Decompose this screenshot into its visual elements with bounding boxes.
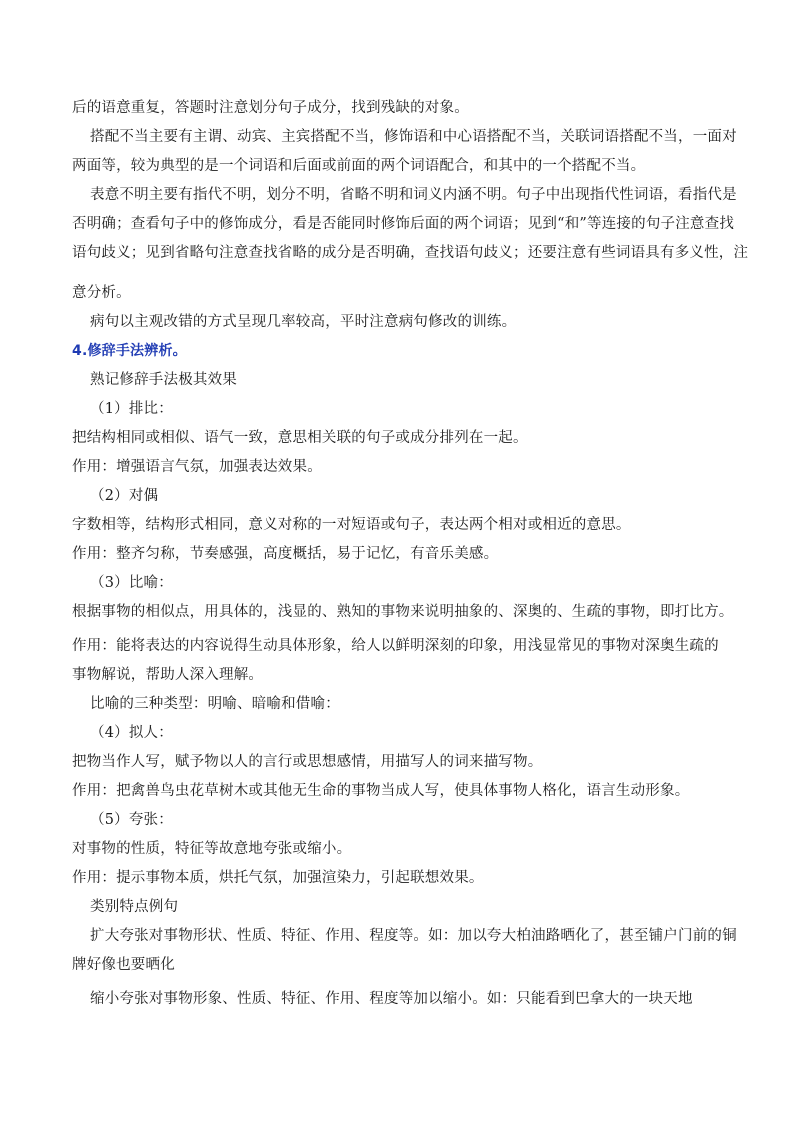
paragraph-line: 把结构相同或相似、语气一致，意思相关联的句子或成分排列在一起。 xyxy=(72,430,528,446)
paragraph-line: 扩大夸张对事物形状、性质、特征、作用、程度等。如：加以夸大柏油路晒化了，甚至铺户门前的铜 xyxy=(90,928,737,944)
section-heading: 4.修辞手法辨析。 xyxy=(72,343,187,359)
paragraph-line: 根据事物的相似点，用具体的，浅显的、熟知的事物来说明抽象的、深奥的、生疏的事物，即打比方。 xyxy=(72,604,734,620)
subheading-line: （5）夸张： xyxy=(90,812,173,828)
paragraph-line: 语句歧义；见到省略句注意查找省略的成分是否明确，查找语句歧义；还要注意有些词语具有多义性，注 xyxy=(72,245,749,261)
paragraph-line: 作用：能将表达的内容说得生动具体形象，给人以鲜明深刻的印象，用浅显常见的事物对深奥生疏的 xyxy=(72,638,719,654)
paragraph-line: 两面等，较为典型的是一个词语和后面或前面的两个词语配合，和其中的一个搭配不当。 xyxy=(72,158,646,174)
paragraph-line: 作用：整齐匀称，节奏感强，高度概括，易于记忆，有音乐美感。 xyxy=(72,546,499,562)
paragraph-line: 比喻的三种类型：明喻、暗喻和借喻： xyxy=(90,696,340,712)
paragraph-line: 后的语意重复，答题时注意划分句子成分，找到残缺的对象。 xyxy=(72,100,469,116)
subheading-line: （1）排比： xyxy=(90,401,173,417)
subheading-line: （3）比喻： xyxy=(90,575,173,591)
paragraph-line: 类别特点例句 xyxy=(90,899,179,915)
paragraph-line: 牌好像也要晒化 xyxy=(72,957,175,973)
paragraph-line: 作用：增强语言气氛，加强表达效果。 xyxy=(72,459,322,475)
paragraph-line: 表意不明主要有指代不明，划分不明，省略不明和词义内涵不明。句子中出现指代性词语，看指代是 xyxy=(90,187,737,203)
paragraph-line: 作用：把禽兽鸟虫花草树木或其他无生命的事物当成人写，使具体事物人格化，语言生动形象。 xyxy=(72,783,690,799)
paragraph-line: 事物解说，帮助人深入理解。 xyxy=(72,667,264,683)
paragraph-line: 意分析。 xyxy=(72,285,131,301)
paragraph-line: 病句以主观改错的方式呈现几率较高，平时注意病句修改的训练。 xyxy=(90,314,517,330)
subheading-line: （2）对偶 xyxy=(90,488,159,504)
paragraph-line: 缩小夸张对事物形象、性质、特征、作用、程度等加以缩小。如：只能看到巴拿大的一块天地 xyxy=(90,991,693,1007)
paragraph-line: 对事物的性质，特征等故意地夸张或缩小。 xyxy=(72,841,352,857)
paragraph-line: 作用：提示事物本质，烘托气氛，加强渲染力，引起联想效果。 xyxy=(72,870,484,886)
paragraph-line: 字数相等，结构形式相同，意义对称的一对短语或句子，表达两个相对或相近的意思。 xyxy=(72,517,631,533)
paragraph-line: 把物当作人写，赋予物以人的言行或思想感情，用描写人的词来描写物。 xyxy=(72,754,543,770)
paragraph-line: 否明确；查看句子中的修饰成分，看是否能同时修饰后面的两个词语；见到“和”等连接的句子注意查找 xyxy=(72,216,735,232)
paragraph-line: 搭配不当主要有主谓、动宾、主宾搭配不当，修饰语和中心语搭配不当，关联词语搭配不当，一面对 xyxy=(90,129,737,145)
subheading-line: （4）拟人： xyxy=(90,725,173,741)
paragraph-line: 熟记修辞手法极其效果 xyxy=(90,372,237,388)
